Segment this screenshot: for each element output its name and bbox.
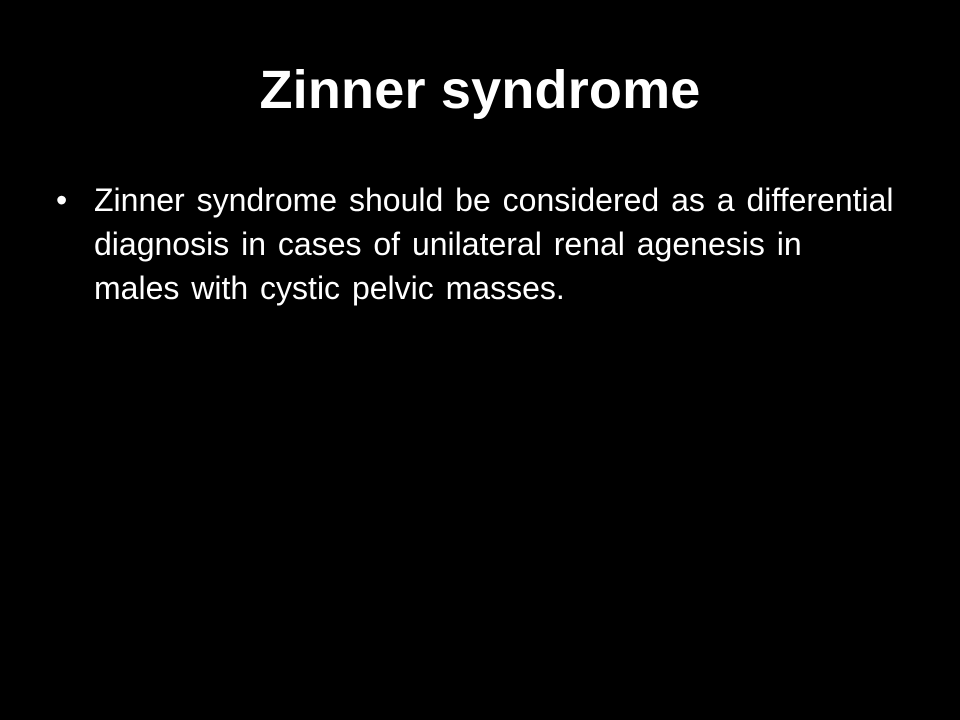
bullet-icon: • (56, 182, 68, 218)
bullet-item (56, 178, 896, 310)
bullet-text: Zinner syndrome should be considered as a differential diagnosis in cases of unilateral renal agenesis in males with cystic pelvic masses. (94, 182, 894, 306)
bullet-list (56, 178, 896, 310)
slide-title: Zinner syndrome (259, 60, 701, 120)
